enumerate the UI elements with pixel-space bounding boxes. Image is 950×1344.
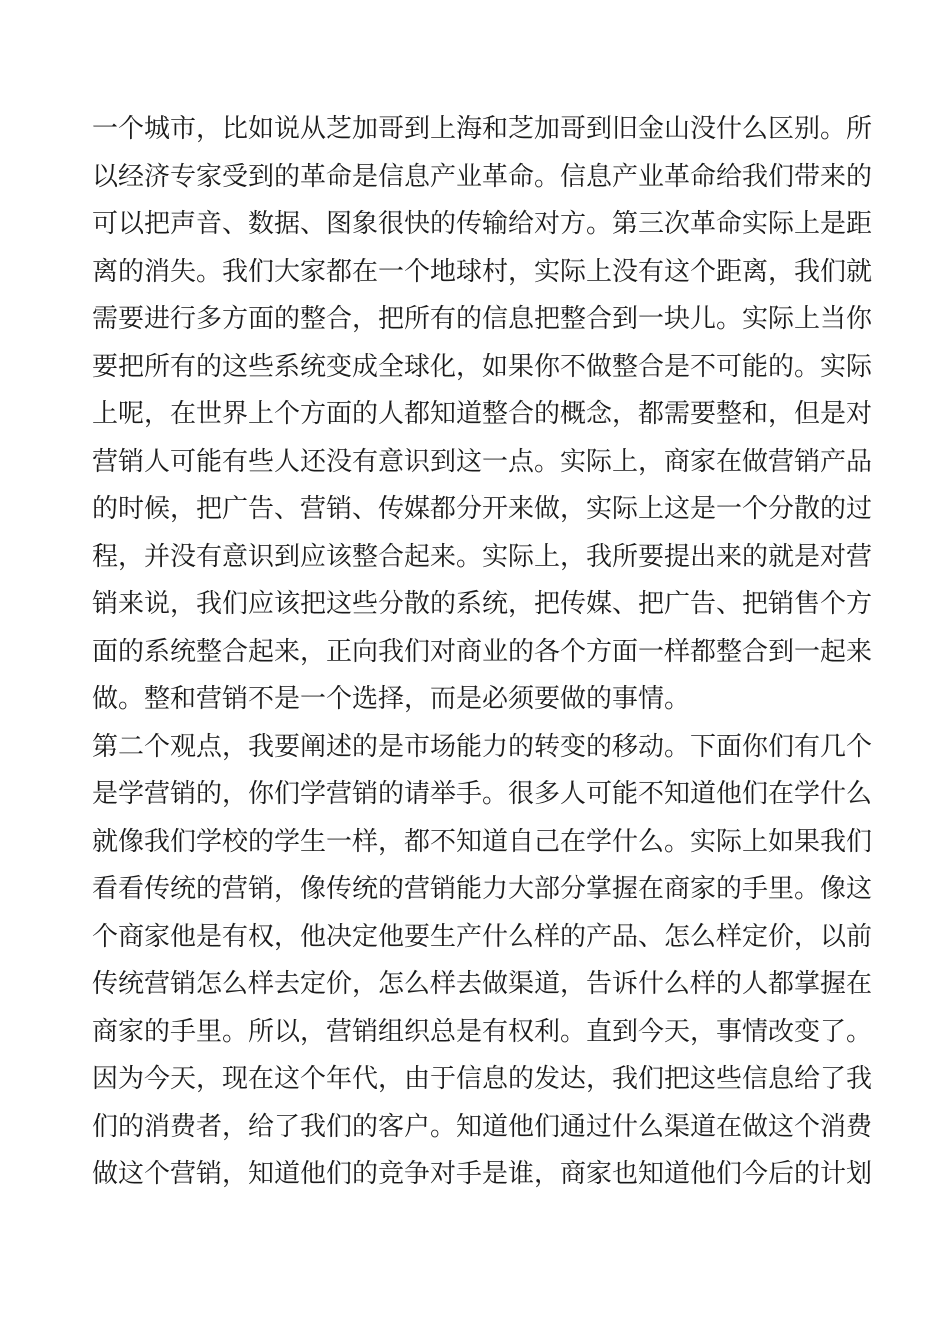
text-line: 做。整和营销不是一个选择，而是必须要做的事情。 [92, 684, 691, 714]
text-line: 第二个观点，我要阐述的是市场能力的转变的移动。下面你们有几个 [92, 731, 872, 762]
text-line: 销来说，我们应该把这些分散的系统，把传媒、把广告、把销售个方 [92, 589, 872, 619]
text-line: 看看传统的营销，像传统的营销能力大部分掌握在商家的手里。像这 [92, 874, 872, 904]
text-line: 上呢，在世界上个方面的人都知道整合的概念，都需要整和，但是对 [92, 399, 872, 429]
text-line: 做这个营销，知道他们的竞争对手是谁，商家也知道他们今后的计划 [92, 1159, 872, 1189]
text-line: 们的消费者，给了我们的客户。知道他们通过什么渠道在做这个消费 [92, 1111, 872, 1142]
text-line: 个商家他是有权，他决定他要生产什么样的产品、怎么样定价，以前 [92, 921, 872, 952]
text-line: 一个城市，比如说从芝加哥到上海和芝加哥到旧金山没什么区别。所 [92, 114, 872, 144]
text-line: 可以把声音、数据、图象很快的传输给对方。第三次革命实际上是距 [92, 209, 872, 239]
text-line: 因为今天，现在这个年代，由于信息的发达，我们把这些信息给了我 [92, 1064, 872, 1094]
text-line: 程，并没有意识到应该整合起来。实际上，我所要提出来的就是对营 [92, 541, 872, 572]
text-line: 是学营销的，你们学营销的请举手。很多人可能不知道他们在学什么 [92, 779, 872, 809]
text-line: 面的系统整合起来，正向我们对商业的各个方面一样都整合到一起来 [92, 636, 872, 667]
document-body [92, 106, 872, 1199]
text-line: 以经济专家受到的革命是信息产业革命。信息产业革命给我们带来的 [92, 161, 872, 192]
text-line: 就像我们学校的学生一样，都不知道自己在学什么。实际上如果我们 [92, 826, 872, 857]
text-line: 要把所有的这些系统变成全球化，如果你不做整合是不可能的。实际 [92, 351, 872, 382]
paragraph-2 [92, 724, 872, 1199]
text-line: 的时候，把广告、营销、传媒都分开来做，实际上这是一个分散的过 [92, 494, 872, 524]
text-line: 需要进行多方面的整合，把所有的信息把整合到一块儿。实际上当你 [92, 304, 872, 334]
text-line: 商家的手里。所以，营销组织总是有权利。直到今天，事情改变了。 [92, 1016, 872, 1047]
text-line: 营销人可能有些人还没有意识到这一点。实际上，商家在做营销产品 [92, 446, 872, 477]
text-line: 离的消失。我们大家都在一个地球村，实际上没有这个距离，我们就 [92, 256, 872, 287]
paragraph-1 [92, 106, 872, 724]
text-line: 传统营销怎么样去定价，怎么样去做渠道，告诉什么样的人都掌握在 [92, 969, 872, 999]
